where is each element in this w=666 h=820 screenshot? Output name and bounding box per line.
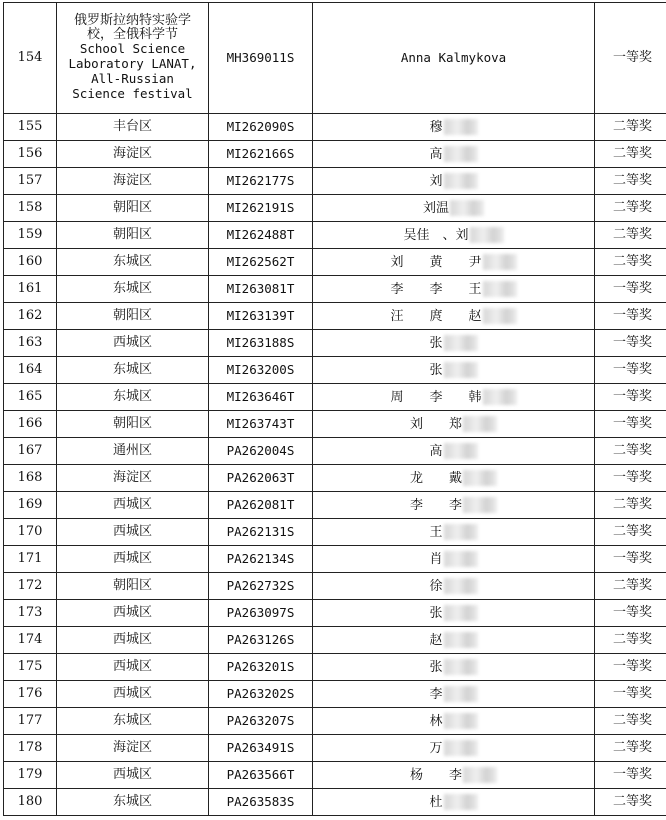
participant-name-cell bbox=[313, 141, 595, 168]
award-level: 一等奖 bbox=[595, 681, 666, 708]
row-number: 175 bbox=[4, 654, 57, 681]
entry-id: PA263201S bbox=[209, 654, 313, 681]
row-number: 160 bbox=[4, 249, 57, 276]
row-number: 180 bbox=[4, 789, 57, 816]
row-number: 154 bbox=[4, 3, 57, 114]
participant-name-cell bbox=[313, 519, 595, 546]
entry-id: PA262063T bbox=[209, 465, 313, 492]
redaction-blur bbox=[444, 551, 478, 567]
participant-name-cell bbox=[313, 762, 595, 789]
entry-id: PA262134S bbox=[209, 546, 313, 573]
participant-name: 穆 bbox=[429, 119, 443, 135]
table-row bbox=[4, 195, 666, 222]
award-level: 二等奖 bbox=[595, 141, 666, 168]
organization-cell bbox=[57, 3, 209, 114]
table-row bbox=[4, 789, 666, 816]
table-row bbox=[4, 465, 666, 492]
organization-cell: 朝阳区 bbox=[57, 222, 209, 249]
row-number: 178 bbox=[4, 735, 57, 762]
participant-name-cell bbox=[313, 168, 595, 195]
redaction-blur bbox=[483, 389, 517, 405]
organization-cell: 西城区 bbox=[57, 546, 209, 573]
award-level: 二等奖 bbox=[595, 627, 666, 654]
entry-id: PA263202S bbox=[209, 681, 313, 708]
entry-id: MI263200S bbox=[209, 357, 313, 384]
participant-name: 王 bbox=[429, 524, 443, 540]
table-row bbox=[4, 762, 666, 789]
organization-cell: 东城区 bbox=[57, 789, 209, 816]
redaction-blur bbox=[444, 362, 478, 378]
row-number: 174 bbox=[4, 627, 57, 654]
redaction-blur bbox=[444, 659, 478, 675]
participant-name: 高 bbox=[429, 146, 443, 162]
entry-id: MI263188S bbox=[209, 330, 313, 357]
award-level: 二等奖 bbox=[595, 519, 666, 546]
organization-line: 校，全俄科学节 bbox=[86, 27, 178, 42]
redaction-blur bbox=[463, 767, 497, 783]
award-level: 二等奖 bbox=[595, 114, 666, 141]
table-row bbox=[4, 438, 666, 465]
organization-cell: 海淀区 bbox=[57, 735, 209, 762]
row-number: 162 bbox=[4, 303, 57, 330]
participant-name: 肖 bbox=[429, 551, 443, 567]
award-level: 二等奖 bbox=[595, 789, 666, 816]
award-level: 一等奖 bbox=[595, 546, 666, 573]
participant-name-cell bbox=[313, 411, 595, 438]
redaction-blur bbox=[450, 200, 484, 216]
participant-name-cell bbox=[313, 573, 595, 600]
redaction-blur bbox=[444, 578, 478, 594]
participant-name: Anna Kalmykova bbox=[313, 3, 595, 114]
redaction-blur bbox=[444, 605, 478, 621]
organization-cell: 朝阳区 bbox=[57, 195, 209, 222]
entry-id: MI262562T bbox=[209, 249, 313, 276]
table-row bbox=[4, 654, 666, 681]
entry-id: MI262191S bbox=[209, 195, 313, 222]
row-number: 179 bbox=[4, 762, 57, 789]
table-row bbox=[4, 492, 666, 519]
participant-name-cell bbox=[313, 114, 595, 141]
redaction-blur bbox=[444, 713, 478, 729]
row-number: 165 bbox=[4, 384, 57, 411]
organization-cell: 海淀区 bbox=[57, 168, 209, 195]
redaction-blur bbox=[483, 281, 517, 297]
organization-cell: 丰台区 bbox=[57, 114, 209, 141]
redaction-blur bbox=[483, 254, 517, 270]
entry-id: MI263646T bbox=[209, 384, 313, 411]
redaction-blur bbox=[444, 686, 478, 702]
award-level: 二等奖 bbox=[595, 168, 666, 195]
entry-id: PA262131S bbox=[209, 519, 313, 546]
table-row bbox=[4, 627, 666, 654]
participant-name: 刘 黄 尹 bbox=[390, 254, 482, 270]
organization-cell: 朝阳区 bbox=[57, 303, 209, 330]
row-number: 161 bbox=[4, 276, 57, 303]
award-level: 一等奖 bbox=[595, 654, 666, 681]
participant-name: 汪 庹 赵 bbox=[390, 308, 482, 324]
table-row bbox=[4, 546, 666, 573]
entry-id: MI263743T bbox=[209, 411, 313, 438]
organization-cell: 西城区 bbox=[57, 681, 209, 708]
participant-name-cell bbox=[313, 195, 595, 222]
organization-cell: 西城区 bbox=[57, 654, 209, 681]
participant-name: 张 bbox=[429, 362, 443, 378]
entry-id: MI262488T bbox=[209, 222, 313, 249]
award-level: 一等奖 bbox=[595, 303, 666, 330]
organization-cell: 西城区 bbox=[57, 627, 209, 654]
redaction-blur bbox=[444, 173, 478, 189]
awards-table bbox=[3, 2, 666, 816]
table-row bbox=[4, 384, 666, 411]
participant-name: 李 bbox=[429, 686, 443, 702]
organization-cell: 西城区 bbox=[57, 600, 209, 627]
row-number: 158 bbox=[4, 195, 57, 222]
redaction-blur bbox=[444, 119, 478, 135]
award-level: 一等奖 bbox=[595, 357, 666, 384]
award-level: 一等奖 bbox=[595, 384, 666, 411]
organization-cell: 朝阳区 bbox=[57, 411, 209, 438]
participant-name-cell bbox=[313, 330, 595, 357]
participant-name-cell bbox=[313, 681, 595, 708]
organization-cell: 东城区 bbox=[57, 708, 209, 735]
redaction-blur bbox=[444, 794, 478, 810]
participant-name-cell bbox=[313, 276, 595, 303]
participant-name-cell bbox=[313, 600, 595, 627]
participant-name-cell bbox=[313, 222, 595, 249]
participant-name-cell bbox=[313, 708, 595, 735]
participant-name-cell bbox=[313, 789, 595, 816]
redaction-blur bbox=[463, 416, 497, 432]
organization-cell: 海淀区 bbox=[57, 141, 209, 168]
participant-name-cell bbox=[313, 465, 595, 492]
organization-cell: 东城区 bbox=[57, 276, 209, 303]
participant-name-cell bbox=[313, 546, 595, 573]
organization-cell: 东城区 bbox=[57, 357, 209, 384]
entry-id: MI263139T bbox=[209, 303, 313, 330]
organization-cell: 东城区 bbox=[57, 384, 209, 411]
table-row bbox=[4, 735, 666, 762]
participant-name-cell bbox=[313, 492, 595, 519]
row-number: 155 bbox=[4, 114, 57, 141]
table-row bbox=[4, 681, 666, 708]
entry-id: PA263583S bbox=[209, 789, 313, 816]
row-number: 167 bbox=[4, 438, 57, 465]
entry-id: PA263566T bbox=[209, 762, 313, 789]
entry-id: PA263207S bbox=[209, 708, 313, 735]
table-row bbox=[4, 573, 666, 600]
participant-name: 张 bbox=[429, 605, 443, 621]
row-number: 176 bbox=[4, 681, 57, 708]
redaction-blur bbox=[444, 740, 478, 756]
row-number: 166 bbox=[4, 411, 57, 438]
redaction-blur bbox=[463, 497, 497, 513]
entry-id: MI262177S bbox=[209, 168, 313, 195]
participant-name: 林 bbox=[429, 713, 443, 729]
participant-name: 张 bbox=[429, 335, 443, 351]
participant-name: 张 bbox=[429, 659, 443, 675]
participant-name: 刘温 bbox=[422, 200, 449, 216]
award-level: 二等奖 bbox=[595, 492, 666, 519]
award-level: 二等奖 bbox=[595, 249, 666, 276]
award-level: 一等奖 bbox=[595, 465, 666, 492]
participant-name-cell bbox=[313, 627, 595, 654]
participant-name-cell bbox=[313, 249, 595, 276]
participant-name: 杜 bbox=[429, 794, 443, 810]
table-row bbox=[4, 168, 666, 195]
organization-line: Laboratory LANAT, bbox=[68, 56, 197, 71]
row-number: 164 bbox=[4, 357, 57, 384]
organization-cell: 海淀区 bbox=[57, 465, 209, 492]
organization-cell: 西城区 bbox=[57, 330, 209, 357]
participant-name: 吴佳 、刘 bbox=[403, 227, 469, 243]
row-number: 171 bbox=[4, 546, 57, 573]
organization-cell: 东城区 bbox=[57, 249, 209, 276]
entry-id: PA263126S bbox=[209, 627, 313, 654]
redaction-blur bbox=[444, 524, 478, 540]
table-row bbox=[4, 114, 666, 141]
participant-name-cell bbox=[313, 384, 595, 411]
participant-name: 龙 戴 bbox=[409, 470, 462, 486]
row-number: 169 bbox=[4, 492, 57, 519]
participant-name: 徐 bbox=[429, 578, 443, 594]
row-number: 156 bbox=[4, 141, 57, 168]
entry-id: PA262081T bbox=[209, 492, 313, 519]
organization-line: All-Russian bbox=[91, 71, 174, 86]
participant-name: 周 李 韩 bbox=[390, 389, 482, 405]
table-row bbox=[4, 600, 666, 627]
table-row bbox=[4, 141, 666, 168]
participant-name: 万 bbox=[429, 740, 443, 756]
table-row bbox=[4, 411, 666, 438]
row-number: 157 bbox=[4, 168, 57, 195]
award-level: 一等奖 bbox=[595, 330, 666, 357]
participant-name: 李 李 bbox=[409, 497, 462, 513]
redaction-blur bbox=[483, 308, 517, 324]
award-level: 一等奖 bbox=[595, 600, 666, 627]
redaction-blur bbox=[470, 227, 504, 243]
participant-name: 高 bbox=[429, 443, 443, 459]
redaction-blur bbox=[444, 443, 478, 459]
table-row bbox=[4, 276, 666, 303]
entry-id: PA263491S bbox=[209, 735, 313, 762]
table-row bbox=[4, 330, 666, 357]
table-row bbox=[4, 357, 666, 384]
award-level: 二等奖 bbox=[595, 573, 666, 600]
organization-cell: 通州区 bbox=[57, 438, 209, 465]
row-number: 173 bbox=[4, 600, 57, 627]
award-level: 一等奖 bbox=[595, 3, 666, 114]
entry-id: PA262004S bbox=[209, 438, 313, 465]
table-row bbox=[4, 222, 666, 249]
row-number: 163 bbox=[4, 330, 57, 357]
award-level: 一等奖 bbox=[595, 411, 666, 438]
participant-name-cell bbox=[313, 357, 595, 384]
participant-name-cell bbox=[313, 303, 595, 330]
row-number: 172 bbox=[4, 573, 57, 600]
redaction-blur bbox=[444, 335, 478, 351]
participant-name-cell bbox=[313, 654, 595, 681]
award-level: 二等奖 bbox=[595, 735, 666, 762]
organization-cell: 西城区 bbox=[57, 519, 209, 546]
redaction-blur bbox=[444, 632, 478, 648]
table-row bbox=[4, 303, 666, 330]
award-level: 一等奖 bbox=[595, 762, 666, 789]
table-row bbox=[4, 519, 666, 546]
row-number: 159 bbox=[4, 222, 57, 249]
organization-cell: 朝阳区 bbox=[57, 573, 209, 600]
organization-line: Science festival bbox=[72, 86, 193, 101]
row-number: 168 bbox=[4, 465, 57, 492]
award-level: 二等奖 bbox=[595, 222, 666, 249]
entry-id: PA262732S bbox=[209, 573, 313, 600]
entry-id: MI262090S bbox=[209, 114, 313, 141]
participant-name: 杨 李 bbox=[409, 767, 462, 783]
table-row bbox=[4, 3, 666, 114]
row-number: 177 bbox=[4, 708, 57, 735]
awards-table-body bbox=[4, 3, 666, 816]
participant-name: 李 李 王 bbox=[390, 281, 482, 297]
entry-id: MI262166S bbox=[209, 141, 313, 168]
entry-id: MH369011S bbox=[209, 3, 313, 114]
entry-id: MI263081T bbox=[209, 276, 313, 303]
table-row bbox=[4, 249, 666, 276]
participant-name-cell bbox=[313, 438, 595, 465]
table-row bbox=[4, 708, 666, 735]
organization-line: 俄罗斯拉纳特实验学 bbox=[73, 13, 191, 28]
award-level: 二等奖 bbox=[595, 438, 666, 465]
redaction-blur bbox=[463, 470, 497, 486]
award-level: 二等奖 bbox=[595, 195, 666, 222]
participant-name: 赵 bbox=[429, 632, 443, 648]
redaction-blur bbox=[444, 146, 478, 162]
award-level: 二等奖 bbox=[595, 708, 666, 735]
participant-name-cell bbox=[313, 735, 595, 762]
organization-line: School Science bbox=[79, 41, 186, 56]
row-number: 170 bbox=[4, 519, 57, 546]
award-level: 一等奖 bbox=[595, 276, 666, 303]
entry-id: PA263097S bbox=[209, 600, 313, 627]
participant-name: 刘 郑 bbox=[409, 416, 462, 432]
participant-name: 刘 bbox=[429, 173, 443, 189]
organization-cell: 西城区 bbox=[57, 492, 209, 519]
organization-cell: 西城区 bbox=[57, 762, 209, 789]
